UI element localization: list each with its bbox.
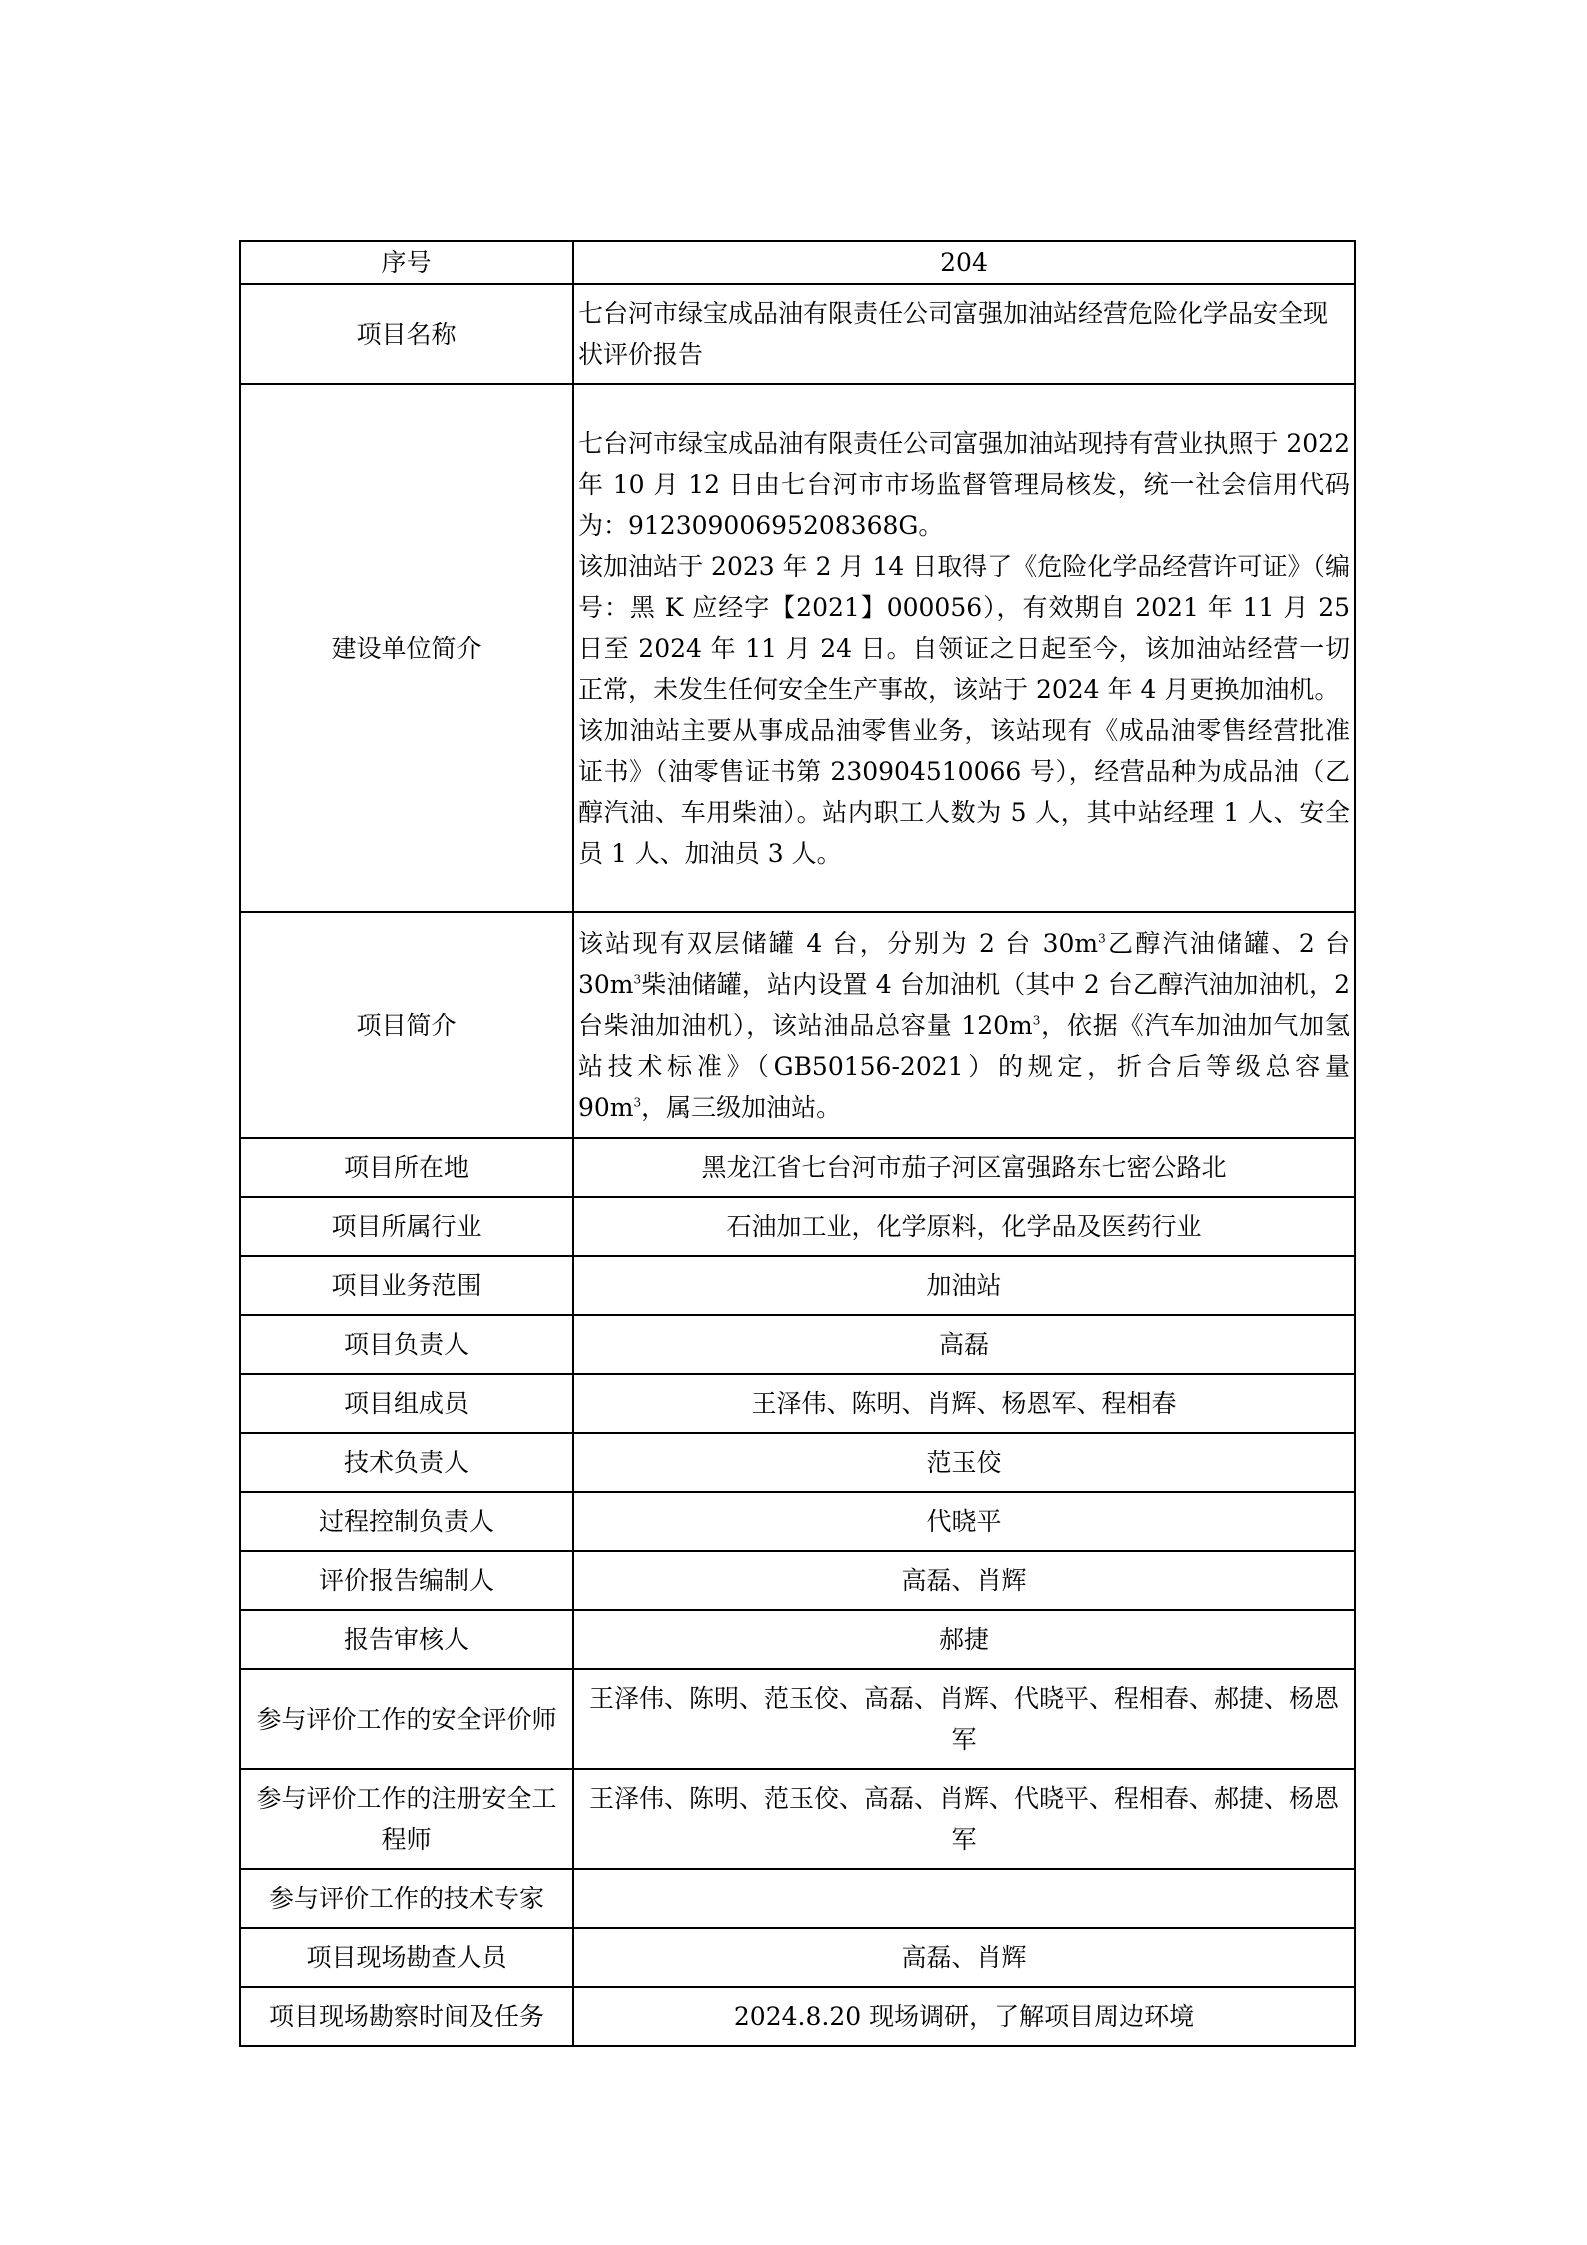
row-value bbox=[573, 1869, 1355, 1928]
table-row bbox=[240, 284, 1355, 384]
row-label: 项目组成员 bbox=[240, 1374, 573, 1433]
paragraph: 七台河市绿宝成品油有限责任公司富强加油站现持有营业执照于 2022 年 10 月 12 日由七台河市市场监督管理局核发，统一社会信用代码为：91230900695208368G。 bbox=[578, 428, 1350, 540]
table-row bbox=[240, 241, 1355, 284]
row-value: 加油站 bbox=[573, 1256, 1355, 1315]
text: 该站现有双层储罐 4 台，分别为 2 台 30m bbox=[578, 928, 1099, 958]
row-value: 郝捷 bbox=[573, 1610, 1355, 1669]
row-value: 石油加工业，化学原料，化学品及医药行业 bbox=[573, 1197, 1355, 1256]
row-label: 建设单位简介 bbox=[240, 384, 573, 912]
row-value: 204 bbox=[573, 241, 1355, 284]
superscript: 3 bbox=[1098, 931, 1106, 946]
row-label: 项目简介 bbox=[240, 912, 573, 1138]
row-label: 报告审核人 bbox=[240, 1610, 573, 1669]
row-label: 参与评价工作的安全评价师 bbox=[240, 1669, 573, 1769]
table-row bbox=[240, 384, 1355, 912]
row-label: 项目所在地 bbox=[240, 1138, 573, 1197]
superscript: 3 bbox=[1032, 1013, 1041, 1028]
row-label: 序号 bbox=[240, 241, 573, 284]
table-row bbox=[240, 1433, 1355, 1492]
table-row bbox=[240, 1869, 1355, 1928]
table-row bbox=[240, 1769, 1355, 1869]
row-label: 参与评价工作的技术专家 bbox=[240, 1869, 573, 1928]
info-table bbox=[239, 240, 1356, 2047]
row-value: 高磊、肖辉 bbox=[573, 1551, 1355, 1610]
row-value: 王泽伟、陈明、范玉佼、高磊、肖辉、代晓平、程相春、郝捷、杨恩军 bbox=[573, 1769, 1355, 1869]
superscript: 3 bbox=[633, 972, 642, 987]
row-label: 项目现场勘察时间及任务 bbox=[240, 1987, 573, 2046]
row-label: 项目现场勘查人员 bbox=[240, 1928, 573, 1987]
table-row bbox=[240, 1669, 1355, 1769]
text: ，依据《汽车加油加气加氢站技术标准》（GB50156-2021）的规定，折合后等级总容量 90m bbox=[578, 1010, 1350, 1122]
row-value: 黑龙江省七台河市茄子河区富强路东七密公路北 bbox=[573, 1138, 1355, 1197]
row-value: 代晓平 bbox=[573, 1492, 1355, 1551]
table-row bbox=[240, 1551, 1355, 1610]
text: 乙醇汽油储罐、2 台 30m bbox=[578, 928, 1350, 999]
row-label: 项目负责人 bbox=[240, 1315, 573, 1374]
table-row bbox=[240, 1315, 1355, 1374]
row-value: 王泽伟、陈明、肖辉、杨恩军、程相春 bbox=[573, 1374, 1355, 1433]
row-label: 项目名称 bbox=[240, 284, 573, 384]
table-row bbox=[240, 1256, 1355, 1315]
row-value: 王泽伟、陈明、范玉佼、高磊、肖辉、代晓平、程相春、郝捷、杨恩军 bbox=[573, 1669, 1355, 1769]
row-value: 2024.8.20 现场调研，了解项目周边环境 bbox=[573, 1987, 1355, 2046]
row-label: 项目所属行业 bbox=[240, 1197, 573, 1256]
row-label: 参与评价工作的注册安全工程师 bbox=[240, 1769, 573, 1869]
table-row bbox=[240, 1987, 1355, 2046]
paragraph bbox=[578, 923, 1350, 1128]
table-row bbox=[240, 1492, 1355, 1551]
table-row bbox=[240, 912, 1355, 1138]
row-value: 高磊 bbox=[573, 1315, 1355, 1374]
table-row bbox=[240, 1138, 1355, 1197]
row-value bbox=[573, 912, 1355, 1138]
table-row bbox=[240, 1374, 1355, 1433]
table-row bbox=[240, 1197, 1355, 1256]
text: 柴油储罐，站内设置 4 台加油机（其中 2 台乙醇汽油加油机，2 台柴油加油机），该站油品总容量 120m bbox=[578, 969, 1350, 1040]
row-value bbox=[573, 384, 1355, 912]
row-label: 评价报告编制人 bbox=[240, 1551, 573, 1610]
row-label: 过程控制负责人 bbox=[240, 1492, 573, 1551]
row-label: 项目业务范围 bbox=[240, 1256, 573, 1315]
table-row bbox=[240, 1610, 1355, 1669]
table-row bbox=[240, 1928, 1355, 1987]
row-label: 技术负责人 bbox=[240, 1433, 573, 1492]
superscript: 3 bbox=[633, 1095, 642, 1110]
text: ，属三级加油站。 bbox=[641, 1092, 842, 1122]
row-value: 高磊、肖辉 bbox=[573, 1928, 1355, 1987]
row-value: 范玉佼 bbox=[573, 1433, 1355, 1492]
paragraph: 该加油站主要从事成品油零售业务，该站现有《成品油零售经营批准证书》（油零售证书第 230904510066 号），经营品种为成品油（乙醇汽油、车用柴油）。站内职工人数为 5 人，其中站经理 1 人、安全员 1 人、加油员 3 人。 bbox=[578, 715, 1350, 868]
row-value: 七台河市绿宝成品油有限责任公司富强加油站经营危险化学品安全现状评价报告 bbox=[573, 284, 1355, 384]
paragraph: 该加油站于 2023 年 2 月 14 日取得了《危险化学品经营许可证》（编号：黑 K 应经字【2021】000056），有效期自 2021 年 11 月 25 日至 2024 年 11 月 24 日。自领证之日起至今，该加油站经营一切正常，未发生任何安全生产事故，该站于 2024 年 4 月更换加油机。 bbox=[578, 551, 1350, 704]
